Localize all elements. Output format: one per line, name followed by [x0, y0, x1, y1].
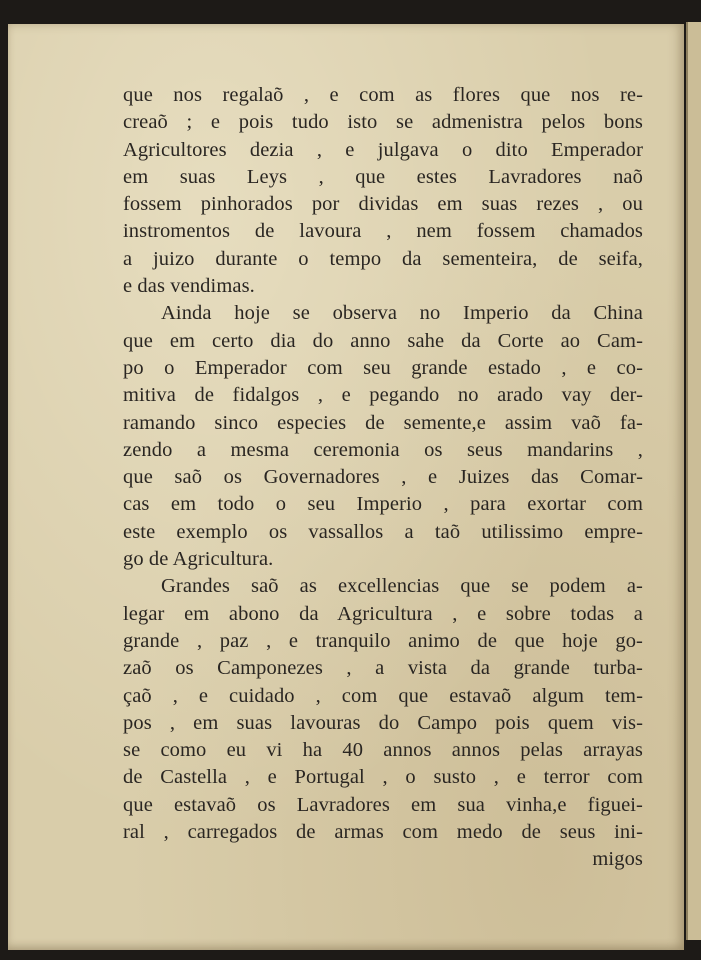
text-line: de Castella , e Portugal , o susto , e terror com	[123, 766, 643, 789]
text-line: grande , paz , e tranquilo animo de que hoje go-	[123, 629, 643, 652]
text-line: que nos regalaõ , e com as flores que nos re-	[123, 84, 643, 106]
page-text	[123, 82, 643, 874]
text-line: este exemplo os vassallos a taõ utilissimo empre-	[123, 520, 643, 543]
text-line: em suas Leys , que estes Lavradores naõ	[123, 165, 643, 188]
catchword: migos	[592, 848, 643, 871]
text-line: creaõ ; e pois tudo isto se admenistra pelos bons	[123, 111, 643, 134]
text-line: zendo a mesma ceremonia os seus mandarins ,	[123, 438, 643, 461]
text-line: go de Agricultura.	[123, 548, 274, 571]
text-line: legar em abono da Agricultura , e sobre todas a	[123, 602, 643, 625]
text-line: zaõ os Camponezes , a vista da grande turba-	[123, 657, 643, 680]
text-line: que estavaõ os Lavradores em sua vinha,e figuei-	[123, 793, 643, 816]
text-line: Agricultores dezia , e julgava o dito Emperador	[123, 138, 643, 161]
text-line: cas em todo o seu Imperio , para exortar com	[123, 493, 643, 516]
text-line: çaõ , e cuidado , com que estavaõ algum tem-	[123, 684, 643, 707]
text-line: Ainda hoje se observa no Imperio da China	[161, 302, 643, 325]
text-line: ramando sinco especies de semente,e assim vaõ fa-	[123, 411, 643, 434]
text-line: pos , em suas lavouras do Campo pois quem vis-	[123, 711, 643, 734]
text-line: que em certo dia do anno sahe da Corte ao Cam-	[123, 329, 643, 352]
text-line: Grandes saõ as excellencias que se podem a-	[161, 575, 643, 598]
text-line: mitiva de fidalgos , e pegando no arado vay der-	[123, 384, 643, 407]
text-line: e das vendimas.	[123, 275, 255, 298]
text-line: fossem pinhorados por dividas em suas rezes , ou	[123, 193, 643, 216]
book-page	[8, 24, 684, 950]
text-line: se como eu vi ha 40 annos annos pelas arrayas	[123, 739, 643, 762]
text-line: a juizo durante o tempo da sementeira, de seifa,	[123, 247, 643, 270]
text-line: instromentos de lavoura , nem fossem chamados	[123, 220, 643, 243]
text-line: que saõ os Governadores , e Juizes das Comar-	[123, 466, 643, 489]
text-line: ral , carregados de armas com medo de seus ini-	[123, 821, 643, 844]
page-edge	[686, 22, 701, 940]
text-line: po o Emperador com seu grande estado , e co-	[123, 356, 643, 379]
